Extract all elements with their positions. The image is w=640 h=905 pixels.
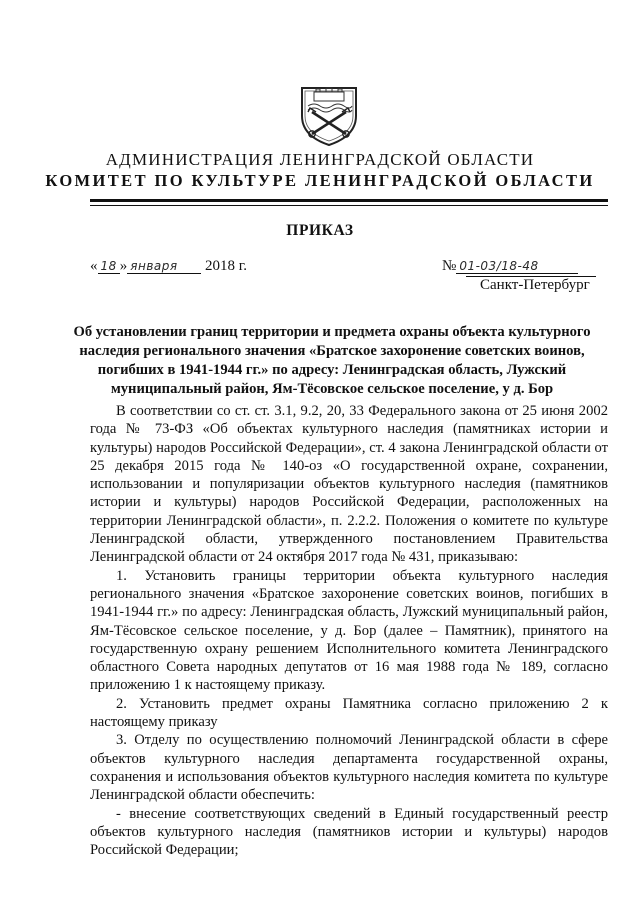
date-month-handwritten: января: [127, 259, 201, 274]
document-body: [90, 402, 608, 859]
date-day-handwritten: 18: [98, 259, 120, 274]
document-type: ПРИКАЗ: [286, 222, 354, 239]
paragraph-item-2: 2. Установить предмет охраны Памятника согласно приложению 2 к настоящему приказу: [90, 695, 608, 731]
number-prefix: №: [442, 258, 457, 274]
organization-line-1: АДМИНИСТРАЦИЯ ЛЕНИНГРАДСКОЙ ОБЛАСТИ: [105, 150, 535, 169]
date-open-quote: «: [90, 258, 98, 274]
number-value-handwritten: 01-03/18-48: [456, 259, 578, 274]
document-city: Санкт-Петербург: [480, 277, 590, 293]
date-year: 2018 г.: [205, 258, 247, 274]
paragraph-item-1: 1. Установить границы территории объекта культурного наследия регионального значения «Братское захоронение советских воинов, погибших в 1941-1944 гг.» по адресу: Ленинградская область, Лужский муниципальный район, Ям-Тёсовское сельское поселение, у д. Бор (далее – Памятник), принятого на государственную охрану решением Исполнительного комитета Ленинградского областного Совета народных депутатов от 16 мая 1988 года № 189, согласно приложению 1 к настоящему приказу.: [90, 567, 608, 694]
paragraph-preamble: В соответствии со ст. ст. 3.1, 9.2, 20, 33 Федерального закона от 25 июня 2002 года № 73-ФЗ «Об объектах культурного наследия (памятниках истории и культуры) народов Российской Федерации», ст. 4 закона Ленинградской области от 25 декабря 2015 года № 140-оз «О государственной охране, сохранении, использовании и популяризации объектов культурного наследия (памятников истории и культуры) народов Российской Федерации, расположенных на территории Ленинградской области», п. 2.2.2. Положения о комитете по культуре Ленинградской области, утвержденного постановлением Правительства Ленинградской области от 24 октября 2017 года № 431, приказываю:: [90, 403, 608, 566]
coat-of-arms-icon: [298, 82, 360, 148]
document-title: Об установлении границ территории и предмета охраны объекта культурного наследия регионального значения «Братское захоронение советских воинов, погибших в 1941-1944 гг.» по адресу: Ленинградская область, Лужский муниципальный район, Ям-Тёсовское сельское поселение, у д. Бор: [73, 324, 591, 397]
organization-line-2: КОМИТЕТ ПО КУЛЬТУРЕ ЛЕНИНГРАДСКОЙ ОБЛАСТИ: [45, 171, 595, 190]
header-rule-thick: [90, 199, 608, 202]
date-close-quote: »: [119, 258, 128, 274]
paragraph-item-3: 3. Отделу по осуществлению полномочий Ленинградской области в сфере объектов культурного наследия департамента государственной охраны, сохранения и использования объектов культурного наследия комитета по культуре Ленинградской области обеспечить:: [90, 732, 608, 804]
paragraph-item-3-subitem: - внесение соответствующих сведений в Единый государственный реестр объектов культурного наследия (памятников истории и культуры) народов Российской Федерации;: [90, 805, 608, 859]
header-rule-thin: [90, 205, 608, 206]
document-number: [442, 258, 578, 275]
document-date: [90, 258, 247, 275]
